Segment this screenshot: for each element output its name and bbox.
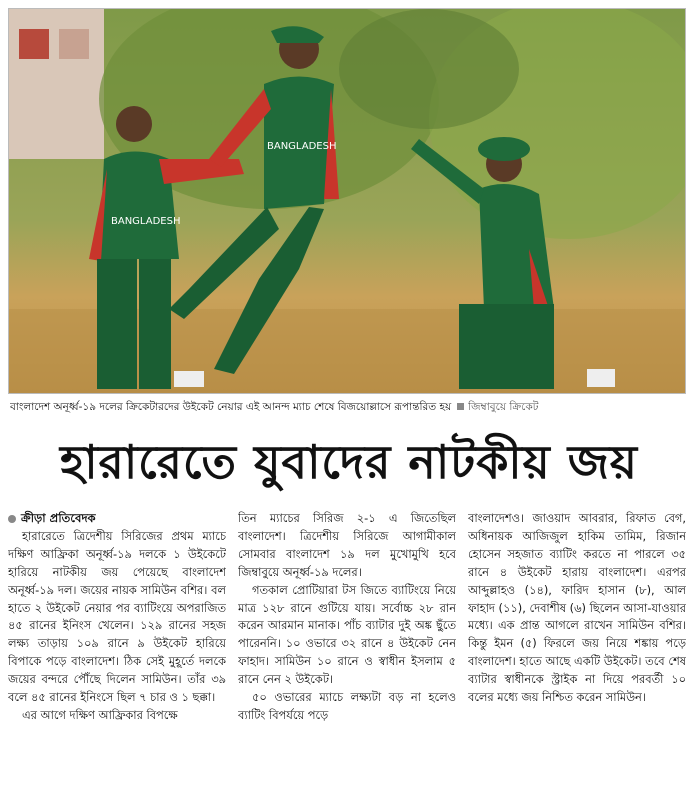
- jersey-text-left: BANGLADESH: [111, 216, 181, 227]
- paragraph: ৫০ ওভারের ম্যাচে লক্ষ্যটা বড় না হলেও ব্যাটিং বিপর্যয়ে পড়ে: [238, 690, 456, 722]
- credit-marker-icon: [457, 403, 464, 410]
- jersey-text-middle: BANGLADESH: [267, 141, 337, 152]
- column-2: [238, 510, 456, 802]
- paragraph: এর আগে দক্ষিণ আফ্রিকার বিপক্ষে: [22, 707, 178, 722]
- paragraph: হারারেতে ত্রিদেশীয় সিরিজের প্রথম ম্যাচে দক্ষিণ আফ্রিকা অনূর্ধ্ব-১৯ দলকে ১ উইকেটে হারিয়ে নাটকীয় জয় পেয়েছে বাংলাদেশ অনূর্ধ্ব-১৯ দল। জয়ের নায়ক সামিউন বশির। বল হাতে ২ উইকেট নেয়ার পর ব্যাটিংয়ে অপরাজিত ৪৫ রানের ইনিংস খেলেন। ১২৯ রানের সহজ লক্ষ্য তাড়ায় ১০৯ রানে ৯ উইকেট হারিয়ে বিপাকে পড়ে বাংলাদেশ। ঠিক সেই মুহূর্তে দলকে জয়ের বন্দরে পৌঁছে দিলেন সামিউন। তাঁর ৩৯ বলে ৪৫ রানের ইনিংসে ছিল ৭ চার ও ১ ছক্কা।: [8, 528, 226, 705]
- photo-credit: জিম্বাবুয়ে ক্রিকেট: [468, 401, 539, 413]
- byline-text: ক্রীড়া প্রতিবেদক: [21, 511, 96, 525]
- column-1: [8, 510, 226, 802]
- byline-bullet-icon: [8, 515, 16, 523]
- byline: [8, 510, 226, 528]
- paragraph: গতকাল প্রোটিয়ারা টস জিতে ব্যাটিংয়ে নিয়ে মাত্র ১২৮ রানে গুটিয়ে যায়। সর্বোচ্চ ২৮ রান করেন আরমান মানাক। পাঁচ ব্যাটার দুই অঙ্ক ছুঁতে পারেননি। ১০ ওভারে ৩২ রানে ৪ উইকেট নেন ফাহাদ। সামিউন ১০ রানে ও স্বাধীন ইসলাম ৫ রানে নেন ২ উইকেট।: [238, 582, 456, 687]
- headline: হারারেতে যুবাদের নাটকীয় জয়: [60, 435, 638, 489]
- column-3: [468, 510, 686, 802]
- article-photo: [8, 8, 686, 394]
- paragraph: তিন ম্যাচের সিরিজ ২-১ এ জিতেছিল বাংলাদেশ। ত্রিদেশীয় সিরিজে আগামীকাল সোমবার বাংলাদেশ ১৯ দল মুখোমুখি হবে জিম্বাবুয়ে অনূর্ধ্ব-১৯ দলের।: [238, 511, 456, 579]
- paragraph: বাংলাদেশও। জাওয়াদ আবরার, রিফাত বেগ, অধিনায়ক আজিজুল হাকিম তামিম, রিজান হোসেন সহজাত ব্যাটিং করতে না পারলে ৩৫ রানে ৪ উইকেট হারায় বাংলাদেশ। এরপর আব্দুল্লাহও (১৪), ফারিদ হাসান (৮), আল ফাহাদ (১১), দেবাশীষ (৬) ছিলেন আসা-যাওয়ার মধ্যে। এক প্রান্ত আগলে রাখেন সামিউন বশির। কিন্তু ইমন (৫) ফিরলে জয় নিয়ে শঙ্কায় পড়ে বাংলাদেশ। হাতে আছে একটি উইকেট। তবে শেষ ব্যাটার স্বাধীনকে স্ট্রাইক না দিয়ে পরবর্তী ১০ বলের মধ্যে জয় নিশ্চিত করেন সামিউন।: [468, 511, 686, 705]
- celebration-photo: [9, 9, 685, 393]
- caption-text: বাংলাদেশ অনূর্ধ্ব-১৯ দলের ক্রিকেটারদের উইকেট নেয়ার এই আনন্দ ম্যাচ শেষে বিজয়োল্লাসে রূপান্তরিত হয়: [10, 401, 452, 413]
- article-body: [8, 510, 686, 802]
- photo-caption: [10, 398, 686, 416]
